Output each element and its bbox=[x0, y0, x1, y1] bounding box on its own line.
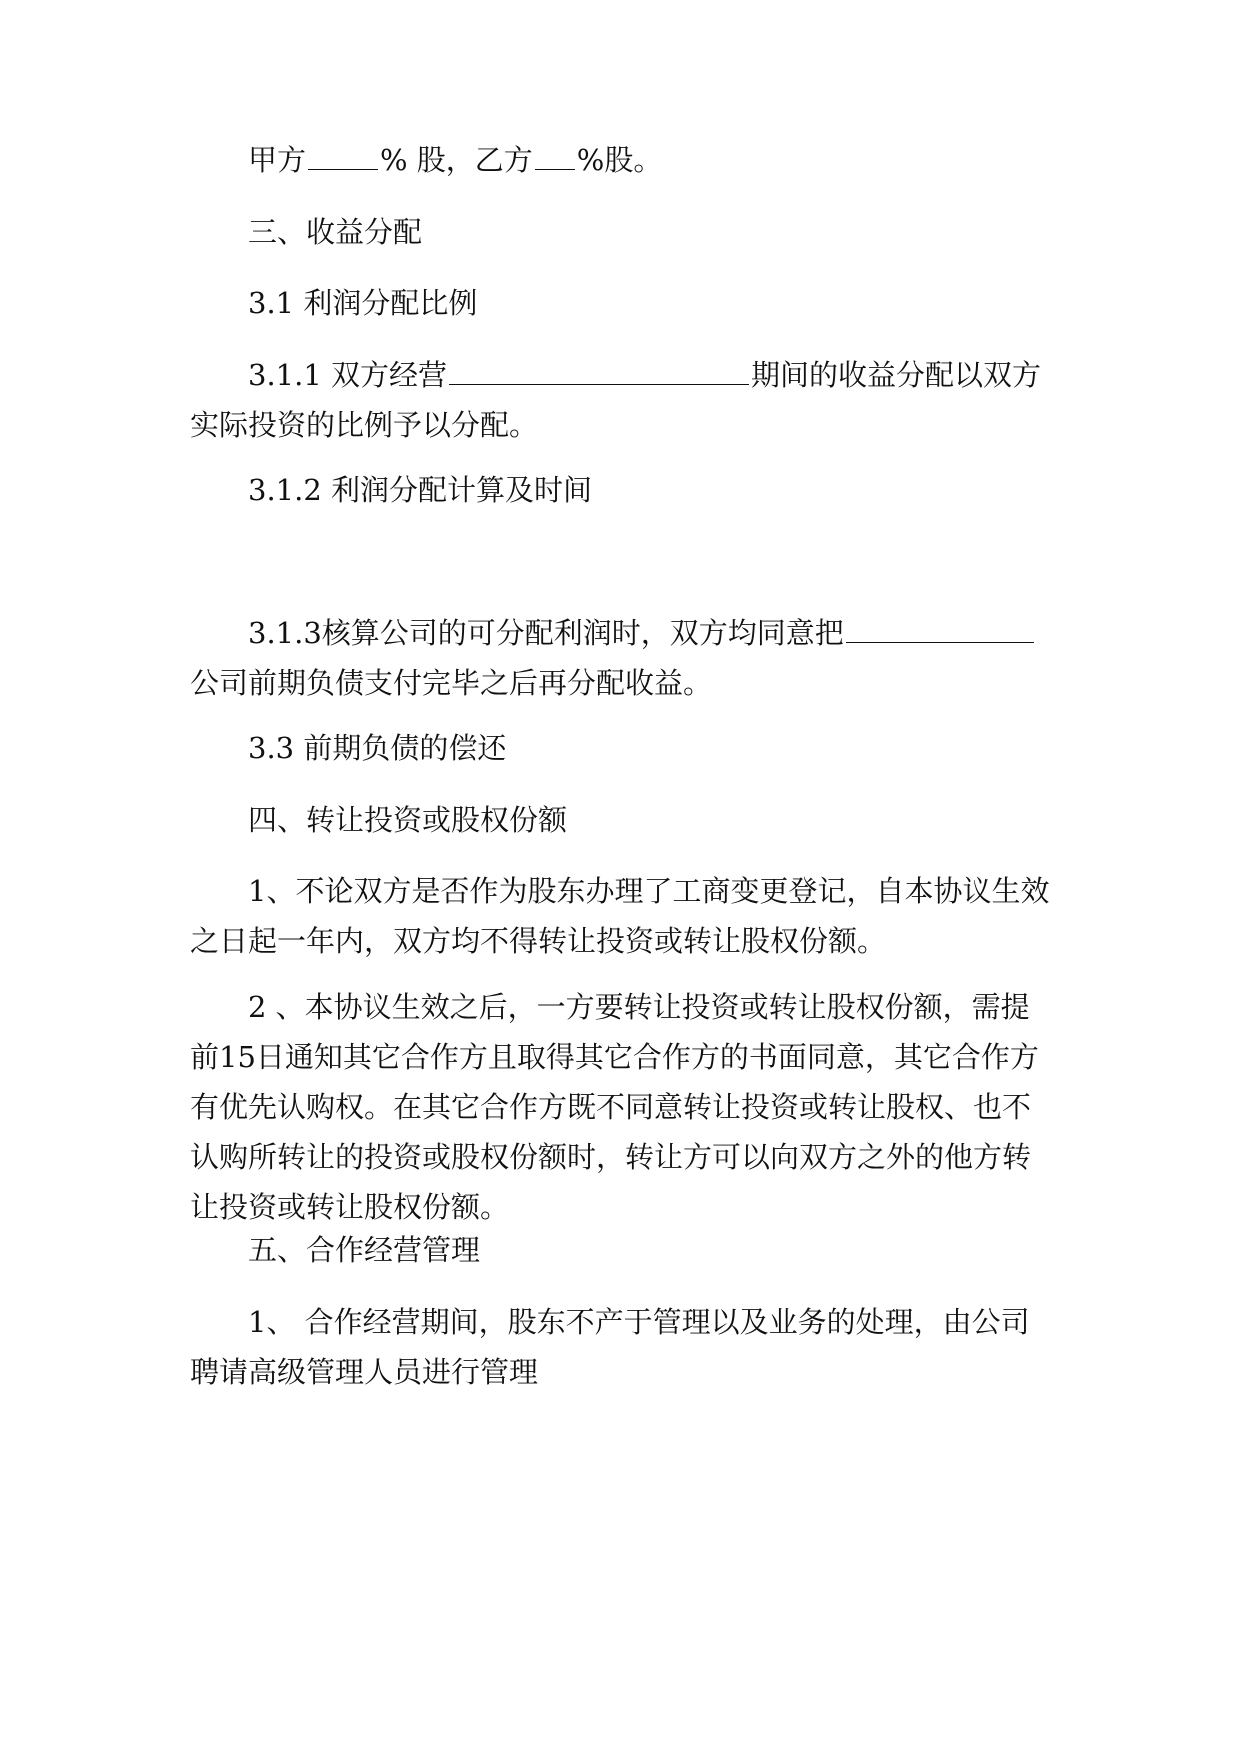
business-period-blank bbox=[449, 354, 749, 385]
party-b-share-blank bbox=[535, 139, 575, 170]
equity-share-line bbox=[190, 135, 1050, 185]
clause-3-1-heading: 3.1 利润分配比例 bbox=[248, 286, 478, 320]
clause-3-1-2-heading: 3.1.2 利润分配计算及时间 bbox=[248, 473, 593, 507]
clause-3-3-heading: 3.3 前期负债的偿还 bbox=[248, 731, 507, 765]
clause-3-1-1 bbox=[190, 350, 1050, 450]
section-five-heading: 五、合作经营管理 bbox=[248, 1233, 481, 1267]
equity-text-b: % 股，乙方 bbox=[380, 143, 533, 177]
clause-3-1-3-text-a: 3.1.3核算公司的可分配利润时，双方均同意把 bbox=[248, 616, 844, 650]
section-four-item-2: 2 、本协议生效之后，一方要转让投资或转让股权份额，需提前15日通知其它合作方且取得其它合作方的书面同意，其它合作方有优先认购权。在其它合作方既不同意转让投资或转让股权、也不认购所转让的投资或股权份额时，转让方可以向双方之外的他方转让投资或转让股权份额。 bbox=[190, 990, 1039, 1224]
clause-3-1-1-text-a: 3.1.1 双方经营 bbox=[248, 358, 448, 392]
clause-3-1-1-text-b: 期间的收益分配以双方实际投资的比例予以分配。 bbox=[190, 358, 1042, 442]
section-five-item-1: 1、 合作经营期间，股东不产于管理以及业务的处理，由公司聘请高级管理人员进行管理 bbox=[190, 1305, 1030, 1389]
clause-3-1-3 bbox=[190, 608, 1050, 708]
section-three-heading: 三、收益分配 bbox=[248, 215, 423, 249]
liability-item-blank bbox=[846, 612, 1034, 643]
section-four-item-1: 1、不论双方是否作为股东办理了工商变更登记，自本协议生效之日起一年内，双方均不得转让投资或转让股权份额。 bbox=[190, 874, 1050, 958]
party-a-share-blank bbox=[308, 139, 378, 170]
equity-text-c: %股。 bbox=[576, 143, 663, 177]
section-four-heading: 四、转让投资或股权份额 bbox=[248, 803, 568, 837]
equity-text-a: 甲方 bbox=[248, 143, 307, 177]
clause-3-1-3-text-b: 公司前期负债支付完毕之后再分配收益。 bbox=[190, 666, 713, 700]
